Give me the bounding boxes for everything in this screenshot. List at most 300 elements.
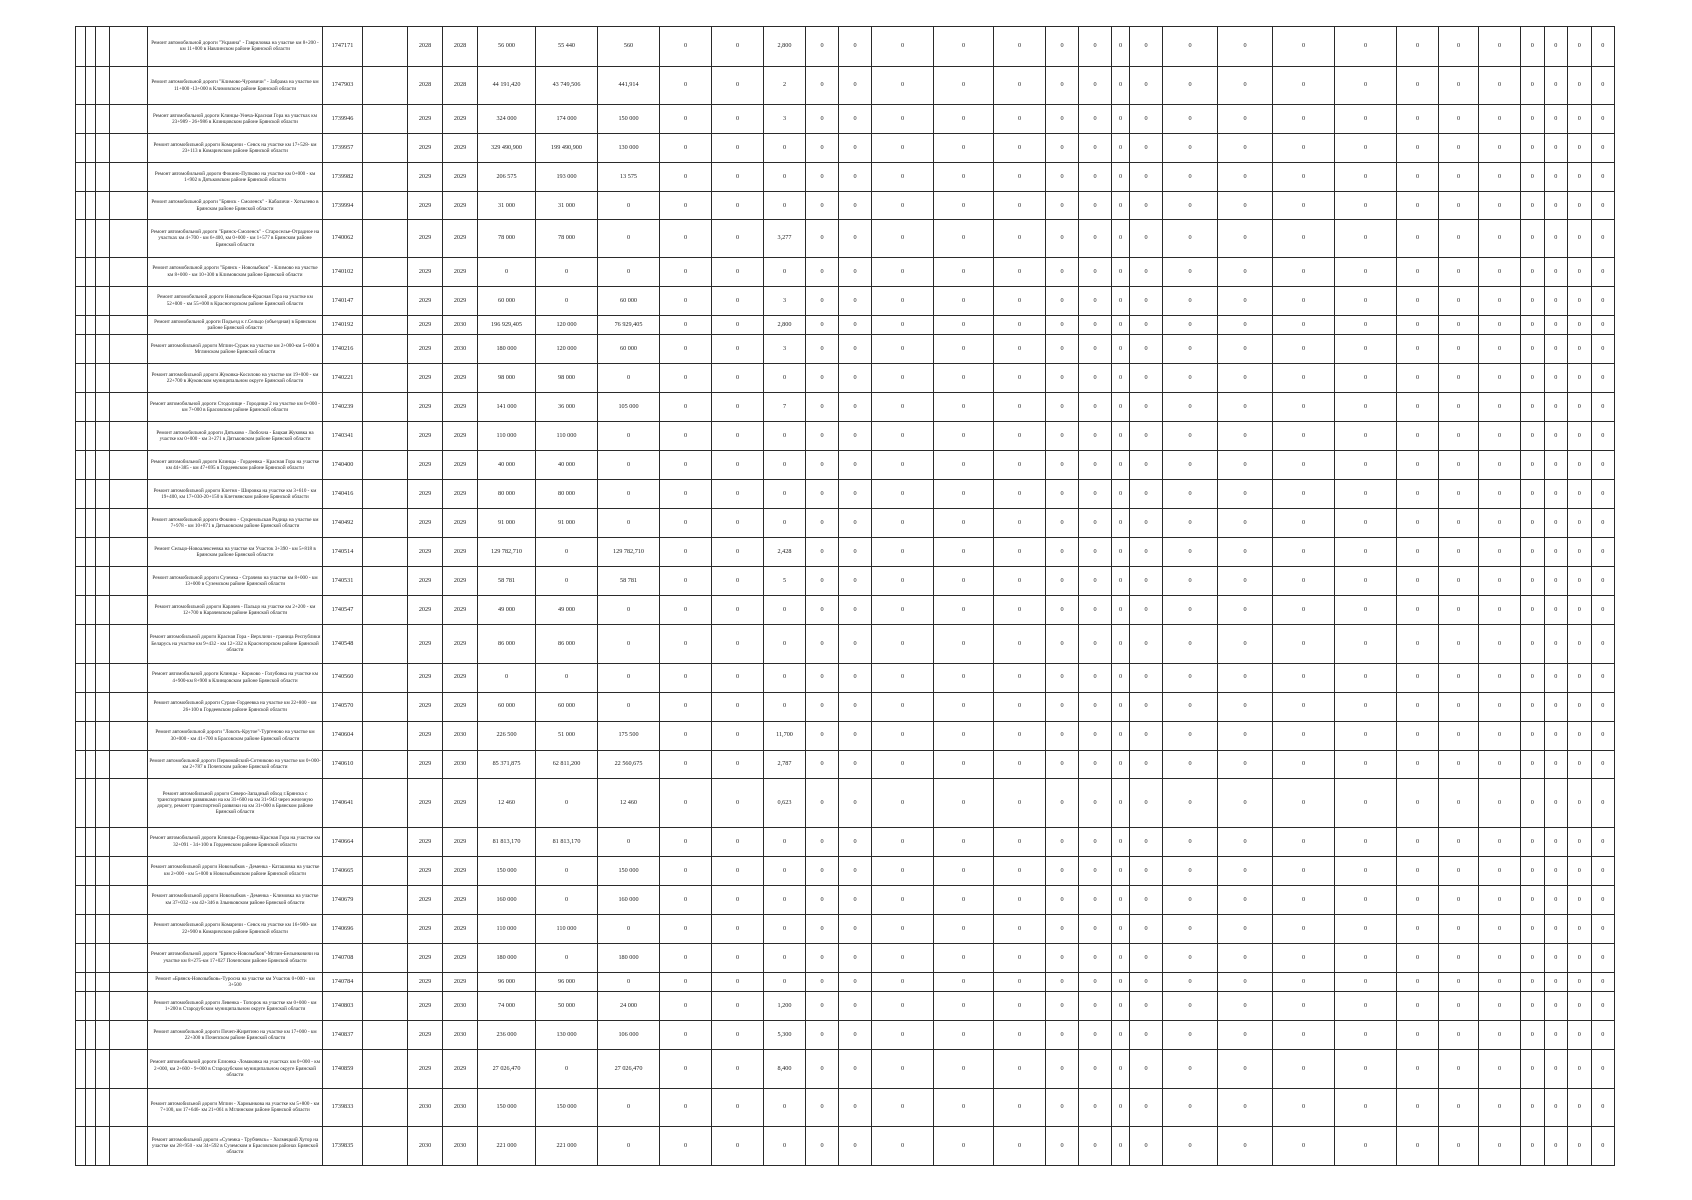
object-code-cell: 1740062	[323, 220, 363, 258]
table-row	[76, 105, 1615, 134]
value-cell: 0	[660, 779, 712, 827]
zero-value-cell: 0	[1163, 27, 1218, 67]
zero-value-cell: 0	[1046, 1088, 1079, 1127]
zero-value-cell: 0	[839, 163, 872, 192]
zero-value-cell: 0	[1439, 1021, 1479, 1050]
value-cell: 0	[660, 1127, 712, 1166]
blank-cell	[363, 393, 408, 422]
zero-value-cell: 0	[1439, 105, 1479, 134]
zero-value-cell: 0	[1218, 537, 1273, 566]
zero-value-cell: 0	[872, 779, 934, 827]
object-description-cell: Ремонт автомобильной дороги Новозыбков - Деменка - Климовка на участке км 37+032 - км 42+346 в Злынковском районе Брянской области	[148, 885, 323, 914]
zero-value-cell: 0	[1079, 914, 1112, 943]
federal-amount-cell: 96 000	[536, 972, 598, 991]
zero-value-cell: 0	[1591, 364, 1615, 393]
blank-cell	[96, 1021, 110, 1050]
length-km-cell: 0	[764, 508, 806, 537]
zero-value-cell: 0	[806, 992, 839, 1021]
zero-value-cell: 0	[1130, 220, 1163, 258]
zero-value-cell: 0	[839, 393, 872, 422]
zero-value-cell: 0	[1568, 914, 1592, 943]
zero-value-cell: 0	[1568, 1049, 1592, 1088]
value-cell: 0	[712, 66, 764, 105]
zero-value-cell: 0	[1079, 885, 1112, 914]
zero-value-cell: 0	[1544, 479, 1568, 508]
zero-value-cell: 0	[1273, 257, 1335, 286]
start-year-cell: 2029	[408, 220, 443, 258]
object-description-cell: Ремонт автомобильной дороги Елионка -Ломаковка на участках км 0+000 - км 2+000, км 2+600 - 9+000 в Стародубском муниципальном округе Брянской области	[148, 1049, 323, 1088]
zero-value-cell: 0	[1079, 1088, 1112, 1127]
zero-value-cell: 0	[1079, 163, 1112, 192]
zero-value-cell: 0	[1335, 692, 1397, 721]
table-row	[76, 66, 1615, 105]
blank-cell	[96, 750, 110, 779]
zero-value-cell: 0	[1079, 721, 1112, 750]
blank-cell	[96, 624, 110, 663]
total-amount-cell: 78 000	[478, 220, 536, 258]
zero-value-cell: 0	[934, 134, 994, 163]
blank-cell	[110, 721, 148, 750]
value-cell: 0	[712, 566, 764, 595]
blank-cell	[110, 856, 148, 885]
length-km-cell: 0	[764, 364, 806, 393]
zero-value-cell: 0	[1273, 393, 1335, 422]
object-description-cell: Ремонт автомобильной дороги Клинцы-Гордеевка-Красная Гора на участке км 32+091 - 34+100 в Гордеевском районе Брянской области	[148, 827, 323, 856]
regional-amount-cell: 0	[598, 257, 660, 286]
federal-amount-cell: 36 000	[536, 393, 598, 422]
zero-value-cell: 0	[839, 779, 872, 827]
blank-cell	[363, 1021, 408, 1050]
zero-value-cell: 0	[1544, 451, 1568, 480]
object-description-cell: Ремонт автомобильной дороги "Брянск - Новозыбков" - Климово на участке км 8+000 - км 10+300 в Климовском районе Брянской области	[148, 257, 323, 286]
zero-value-cell: 0	[1079, 779, 1112, 827]
regional-amount-cell: 180 000	[598, 943, 660, 972]
zero-value-cell: 0	[1544, 624, 1568, 663]
object-description-cell: Ремонт автомобильной дороги "Брянск-Новозыбков"-Мглин-Белынковичи на участке км 8+275-км 17+027 Почепском районе Брянской области	[148, 943, 323, 972]
blank-cell	[96, 451, 110, 480]
zero-value-cell: 0	[1591, 451, 1615, 480]
zero-value-cell: 0	[1439, 335, 1479, 364]
table-row	[76, 479, 1615, 508]
federal-amount-cell: 0	[536, 856, 598, 885]
table-row	[76, 721, 1615, 750]
zero-value-cell: 0	[934, 537, 994, 566]
zero-value-cell: 0	[1591, 422, 1615, 451]
length-km-cell: 0	[764, 192, 806, 220]
regional-amount-cell: 0	[598, 972, 660, 991]
blank-cell	[96, 856, 110, 885]
zero-value-cell: 0	[1544, 163, 1568, 192]
object-code-cell: 1740548	[323, 624, 363, 663]
zero-value-cell: 0	[1273, 192, 1335, 220]
value-cell: 0	[712, 220, 764, 258]
zero-value-cell: 0	[1273, 27, 1335, 67]
table-row	[76, 508, 1615, 537]
blank-cell	[110, 595, 148, 624]
table-row	[76, 257, 1615, 286]
object-code-cell: 1740570	[323, 692, 363, 721]
zero-value-cell: 0	[1439, 943, 1479, 972]
zero-value-cell: 0	[1479, 451, 1521, 480]
zero-value-cell: 0	[1335, 27, 1397, 67]
zero-value-cell: 0	[1079, 27, 1112, 67]
zero-value-cell: 0	[872, 105, 934, 134]
zero-value-cell: 0	[1479, 479, 1521, 508]
total-amount-cell: 160 000	[478, 885, 536, 914]
zero-value-cell: 0	[994, 692, 1046, 721]
zero-value-cell: 0	[934, 315, 994, 334]
zero-value-cell: 0	[1079, 827, 1112, 856]
length-km-cell: 2	[764, 66, 806, 105]
regional-amount-cell: 0	[598, 479, 660, 508]
total-amount-cell: 44 191,420	[478, 66, 536, 105]
zero-value-cell: 0	[1163, 286, 1218, 315]
blank-cell	[76, 257, 86, 286]
zero-value-cell: 0	[1218, 451, 1273, 480]
zero-value-cell: 0	[806, 335, 839, 364]
zero-value-cell: 0	[1112, 566, 1130, 595]
blank-cell	[86, 220, 96, 258]
zero-value-cell: 0	[1218, 192, 1273, 220]
blank-cell	[110, 624, 148, 663]
blank-cell	[76, 1088, 86, 1127]
zero-value-cell: 0	[1591, 335, 1615, 364]
zero-value-cell: 0	[806, 1088, 839, 1127]
federal-amount-cell: 49 000	[536, 595, 598, 624]
blank-cell	[96, 566, 110, 595]
zero-value-cell: 0	[1591, 1049, 1615, 1088]
regional-amount-cell: 150 000	[598, 856, 660, 885]
end-year-cell: 2029	[443, 220, 478, 258]
blank-cell	[76, 885, 86, 914]
blank-cell	[110, 1088, 148, 1127]
zero-value-cell: 0	[1397, 721, 1439, 750]
zero-value-cell: 0	[994, 508, 1046, 537]
federal-amount-cell: 0	[536, 1049, 598, 1088]
value-cell: 0	[712, 663, 764, 692]
zero-value-cell: 0	[872, 692, 934, 721]
zero-value-cell: 0	[1521, 779, 1545, 827]
zero-value-cell: 0	[1163, 1049, 1218, 1088]
zero-value-cell: 0	[1079, 1127, 1112, 1166]
object-code-cell: 1740492	[323, 508, 363, 537]
zero-value-cell: 0	[1568, 335, 1592, 364]
regional-amount-cell: 0	[598, 508, 660, 537]
table-row	[76, 779, 1615, 827]
regional-amount-cell: 0	[598, 1127, 660, 1166]
blank-cell	[110, 286, 148, 315]
blank-cell	[86, 335, 96, 364]
zero-value-cell: 0	[1273, 721, 1335, 750]
zero-value-cell: 0	[994, 1088, 1046, 1127]
zero-value-cell: 0	[1046, 1021, 1079, 1050]
length-km-cell: 0,623	[764, 779, 806, 827]
end-year-cell: 2029	[443, 364, 478, 393]
zero-value-cell: 0	[1130, 163, 1163, 192]
length-km-cell: 0	[764, 972, 806, 991]
zero-value-cell: 0	[1335, 972, 1397, 991]
blank-cell	[96, 393, 110, 422]
blank-cell	[76, 393, 86, 422]
object-code-cell: 1739833	[323, 1088, 363, 1127]
object-code-cell: 1747903	[323, 66, 363, 105]
zero-value-cell: 0	[1163, 624, 1218, 663]
zero-value-cell: 0	[1479, 1127, 1521, 1166]
zero-value-cell: 0	[1335, 663, 1397, 692]
zero-value-cell: 0	[1079, 257, 1112, 286]
object-description-cell: Ремонт автомобильной дороги Новозыбков - Деменка - Каташовка на участке км 2+000 - км 5+000 в Новозыбковском районе Брянской области	[148, 856, 323, 885]
zero-value-cell: 0	[1079, 286, 1112, 315]
value-cell: 0	[712, 779, 764, 827]
total-amount-cell: 329 490,900	[478, 134, 536, 163]
blank-cell	[110, 479, 148, 508]
zero-value-cell: 0	[806, 163, 839, 192]
total-amount-cell: 180 000	[478, 335, 536, 364]
zero-value-cell: 0	[1046, 393, 1079, 422]
zero-value-cell: 0	[806, 827, 839, 856]
zero-value-cell: 0	[872, 393, 934, 422]
zero-value-cell: 0	[1079, 508, 1112, 537]
zero-value-cell: 0	[1439, 779, 1479, 827]
blank-cell	[86, 624, 96, 663]
zero-value-cell: 0	[934, 992, 994, 1021]
object-code-cell: 1740610	[323, 750, 363, 779]
table-row	[76, 286, 1615, 315]
total-amount-cell: 58 781	[478, 566, 536, 595]
end-year-cell: 2029	[443, 451, 478, 480]
zero-value-cell: 0	[1163, 537, 1218, 566]
regional-amount-cell: 0	[598, 220, 660, 258]
regional-amount-cell: 0	[598, 192, 660, 220]
zero-value-cell: 0	[1479, 393, 1521, 422]
zero-value-cell: 0	[1046, 943, 1079, 972]
blank-cell	[96, 134, 110, 163]
zero-value-cell: 0	[839, 479, 872, 508]
end-year-cell: 2029	[443, 134, 478, 163]
zero-value-cell: 0	[1544, 66, 1568, 105]
table-row	[76, 972, 1615, 991]
object-code-cell: 1740604	[323, 721, 363, 750]
zero-value-cell: 0	[1521, 364, 1545, 393]
zero-value-cell: 0	[994, 66, 1046, 105]
zero-value-cell: 0	[1112, 220, 1130, 258]
start-year-cell: 2029	[408, 972, 443, 991]
zero-value-cell: 0	[1521, 885, 1545, 914]
zero-value-cell: 0	[1046, 364, 1079, 393]
zero-value-cell: 0	[1046, 134, 1079, 163]
zero-value-cell: 0	[872, 1127, 934, 1166]
zero-value-cell: 0	[1218, 856, 1273, 885]
zero-value-cell: 0	[1335, 1127, 1397, 1166]
end-year-cell: 2029	[443, 827, 478, 856]
object-code-cell: 1740708	[323, 943, 363, 972]
zero-value-cell: 0	[1439, 422, 1479, 451]
value-cell: 0	[712, 163, 764, 192]
zero-value-cell: 0	[839, 992, 872, 1021]
zero-value-cell: 0	[1130, 393, 1163, 422]
zero-value-cell: 0	[934, 972, 994, 991]
zero-value-cell: 0	[1046, 422, 1079, 451]
zero-value-cell: 0	[1335, 827, 1397, 856]
zero-value-cell: 0	[1335, 1049, 1397, 1088]
end-year-cell: 2029	[443, 595, 478, 624]
end-year-cell: 2030	[443, 335, 478, 364]
zero-value-cell: 0	[1218, 885, 1273, 914]
length-km-cell: 0	[764, 885, 806, 914]
federal-amount-cell: 120 000	[536, 315, 598, 334]
blank-cell	[363, 364, 408, 393]
zero-value-cell: 0	[1521, 192, 1545, 220]
zero-value-cell: 0	[1397, 537, 1439, 566]
blank-cell	[76, 943, 86, 972]
blank-cell	[110, 163, 148, 192]
zero-value-cell: 0	[1112, 508, 1130, 537]
zero-value-cell: 0	[1112, 750, 1130, 779]
zero-value-cell: 0	[1335, 779, 1397, 827]
zero-value-cell: 0	[1521, 508, 1545, 537]
blank-cell	[76, 192, 86, 220]
value-cell: 0	[660, 192, 712, 220]
length-km-cell: 0	[764, 134, 806, 163]
object-description-cell: Ремонт автомобильной дороги Новозыбков-Красная Гора на участке км 52+000 - км 55+000 в Красногорском районе Брянской области	[148, 286, 323, 315]
regional-amount-cell: 13 575	[598, 163, 660, 192]
total-amount-cell: 31 000	[478, 192, 536, 220]
zero-value-cell: 0	[1335, 885, 1397, 914]
zero-value-cell: 0	[1591, 257, 1615, 286]
zero-value-cell: 0	[994, 779, 1046, 827]
zero-value-cell: 0	[1273, 422, 1335, 451]
zero-value-cell: 0	[1439, 827, 1479, 856]
federal-amount-cell: 0	[536, 257, 598, 286]
zero-value-cell: 0	[1439, 479, 1479, 508]
value-cell: 0	[712, 335, 764, 364]
zero-value-cell: 0	[1439, 624, 1479, 663]
zero-value-cell: 0	[1273, 1088, 1335, 1127]
zero-value-cell: 0	[1397, 220, 1439, 258]
zero-value-cell: 0	[1163, 192, 1218, 220]
zero-value-cell: 0	[1479, 943, 1521, 972]
zero-value-cell: 0	[934, 566, 994, 595]
zero-value-cell: 0	[806, 257, 839, 286]
total-amount-cell: 81 813,170	[478, 827, 536, 856]
zero-value-cell: 0	[1335, 624, 1397, 663]
total-amount-cell: 196 929,405	[478, 315, 536, 334]
zero-value-cell: 0	[1218, 364, 1273, 393]
total-amount-cell: 80 000	[478, 479, 536, 508]
zero-value-cell: 0	[1112, 943, 1130, 972]
blank-cell	[363, 885, 408, 914]
zero-value-cell: 0	[1163, 972, 1218, 991]
zero-value-cell: 0	[1112, 885, 1130, 914]
zero-value-cell: 0	[1479, 105, 1521, 134]
table-row	[76, 692, 1615, 721]
total-amount-cell: 324 000	[478, 105, 536, 134]
zero-value-cell: 0	[1591, 624, 1615, 663]
zero-value-cell: 0	[1046, 508, 1079, 537]
zero-value-cell: 0	[994, 537, 1046, 566]
zero-value-cell: 0	[1521, 537, 1545, 566]
table-row	[76, 856, 1615, 885]
zero-value-cell: 0	[872, 1049, 934, 1088]
zero-value-cell: 0	[1591, 943, 1615, 972]
zero-value-cell: 0	[1591, 750, 1615, 779]
zero-value-cell: 0	[872, 537, 934, 566]
zero-value-cell: 0	[1273, 856, 1335, 885]
zero-value-cell: 0	[1568, 286, 1592, 315]
blank-cell	[96, 692, 110, 721]
zero-value-cell: 0	[1591, 105, 1615, 134]
blank-cell	[363, 220, 408, 258]
zero-value-cell: 0	[1397, 595, 1439, 624]
value-cell: 0	[660, 992, 712, 1021]
federal-amount-cell: 110 000	[536, 914, 598, 943]
zero-value-cell: 0	[934, 885, 994, 914]
object-description-cell: Ремонт автомобильной дороги Комаричи - Севск на участке км 16+900- км 22+900 в Комаричском районе Брянской области	[148, 914, 323, 943]
total-amount-cell: 226 500	[478, 721, 536, 750]
zero-value-cell: 0	[1163, 779, 1218, 827]
zero-value-cell: 0	[1479, 1021, 1521, 1050]
zero-value-cell: 0	[1439, 692, 1479, 721]
object-code-cell: 1740102	[323, 257, 363, 286]
zero-value-cell: 0	[1568, 163, 1592, 192]
zero-value-cell: 0	[806, 566, 839, 595]
value-cell: 0	[660, 105, 712, 134]
zero-value-cell: 0	[1163, 66, 1218, 105]
blank-cell	[96, 479, 110, 508]
zero-value-cell: 0	[994, 566, 1046, 595]
table-row	[76, 914, 1615, 943]
end-year-cell: 2029	[443, 192, 478, 220]
regional-amount-cell: 0	[598, 827, 660, 856]
zero-value-cell: 0	[1521, 479, 1545, 508]
object-code-cell: 1740837	[323, 1021, 363, 1050]
zero-value-cell: 0	[806, 537, 839, 566]
blank-cell	[76, 335, 86, 364]
zero-value-cell: 0	[839, 595, 872, 624]
zero-value-cell: 0	[1163, 335, 1218, 364]
zero-value-cell: 0	[872, 364, 934, 393]
zero-value-cell: 0	[1112, 779, 1130, 827]
zero-value-cell: 0	[872, 508, 934, 537]
zero-value-cell: 0	[1046, 192, 1079, 220]
zero-value-cell: 0	[1046, 1049, 1079, 1088]
zero-value-cell: 0	[1591, 163, 1615, 192]
zero-value-cell: 0	[1397, 992, 1439, 1021]
total-amount-cell: 12 460	[478, 779, 536, 827]
zero-value-cell: 0	[1112, 595, 1130, 624]
zero-value-cell: 0	[1568, 595, 1592, 624]
start-year-cell: 2028	[408, 27, 443, 67]
zero-value-cell: 0	[1397, 286, 1439, 315]
zero-value-cell: 0	[1439, 537, 1479, 566]
zero-value-cell: 0	[1521, 750, 1545, 779]
blank-cell	[96, 105, 110, 134]
zero-value-cell: 0	[934, 624, 994, 663]
zero-value-cell: 0	[1079, 595, 1112, 624]
start-year-cell: 2030	[408, 1088, 443, 1127]
blank-cell	[363, 163, 408, 192]
zero-value-cell: 0	[1521, 134, 1545, 163]
zero-value-cell: 0	[1130, 943, 1163, 972]
object-description-cell: Ремонт автомобильной дороги Суземка - Страчево на участке км 8+000 - км 13+000 в Суземском районе Брянской области	[148, 566, 323, 595]
zero-value-cell: 0	[1335, 566, 1397, 595]
zero-value-cell: 0	[1112, 1049, 1130, 1088]
zero-value-cell: 0	[1079, 364, 1112, 393]
zero-value-cell: 0	[1544, 595, 1568, 624]
zero-value-cell: 0	[1439, 286, 1479, 315]
zero-value-cell: 0	[1079, 537, 1112, 566]
zero-value-cell: 0	[934, 286, 994, 315]
